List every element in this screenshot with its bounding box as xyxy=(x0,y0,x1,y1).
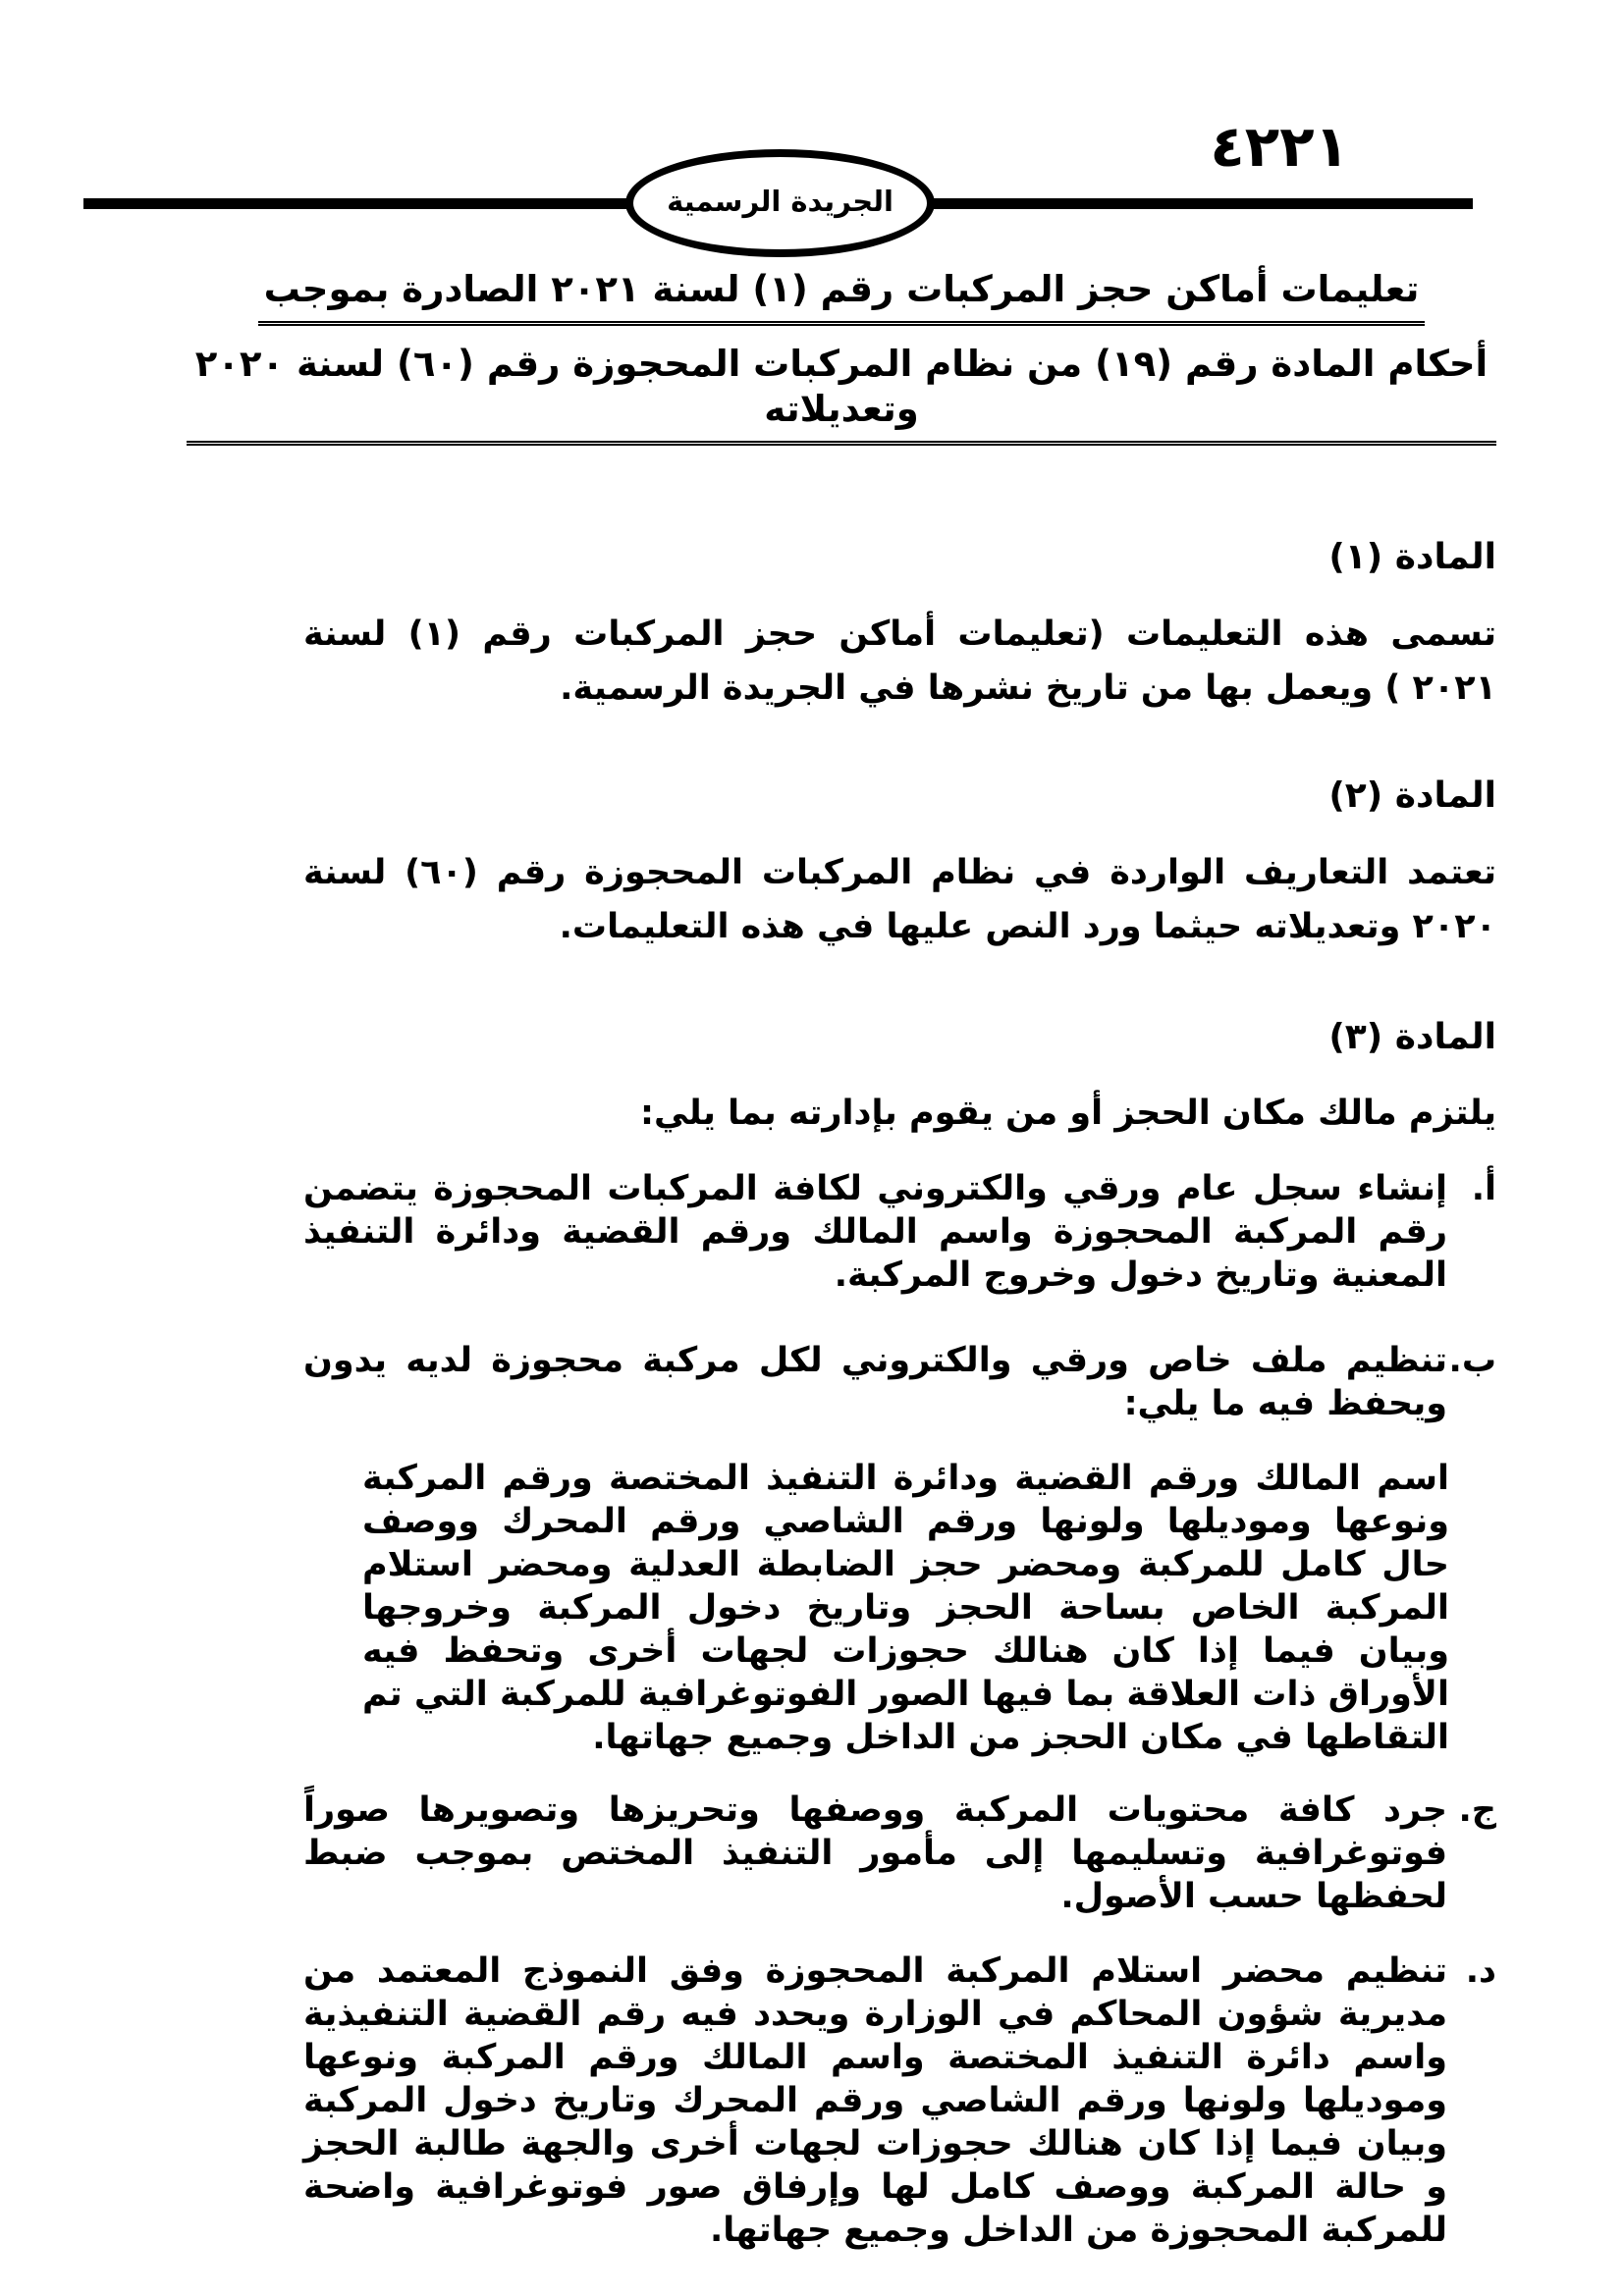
list-item-d xyxy=(303,1949,1496,2252)
list-item-b xyxy=(303,1339,1496,1425)
list-item-b-text: تنظيم ملف خاص ورقي والكتروني لكل مركبة محجوزة لديه يدون ويحفظ فيه ما يلي: xyxy=(303,1341,1447,1423)
list-item-b-subparagraph: اسم المالك ورقم القضية ودائرة التنفيذ المختصة ورقم المركبة ونوعها وموديلها ولونها ورقم الشاصي ورقم المحرك ووصف حال كامل للمركبة ومحضر حجز الضابطة العدلية ومحضر استلام المركبة الخاص بساحة الحجز وتاريخ دخول المركبة وخروجها وبيان فيما إذا كان هنالك حجوزات لجهات أخرى وتحفظ فيه الأوراق ذات العلاقة بما فيها الصور الفوتوغرافية للمركبة التي تم التقاطها في مكان الحجز من الداخل وجميع جهاتها. xyxy=(362,1459,1449,1757)
doc-title-line-2 xyxy=(187,342,1496,446)
list-item-c-text: جرد كافة محتويات المركبة ووصفها وتحريزها وتصويرها صوراً فوتوغرافية وتسليمها إلى مأمور التنفيذ المختص بموجب ضبط لحفظها حسب الأصول. xyxy=(303,1790,1447,1916)
article-2-body: تعتمد التعاريف الواردة في نظام المركبات المحجوزة رقم (٦٠) لسنة ٢٠٢٠ وتعديلاته حيثما ورد النص عليها في هذه التعليمات. xyxy=(303,853,1497,946)
article-2-heading: المادة (٢) xyxy=(1328,775,1496,816)
gazette-oval-seal xyxy=(625,149,935,257)
article-3 xyxy=(303,1016,1496,2252)
gazette-name: الجريدة الرسمية xyxy=(667,184,893,218)
list-item-d-marker: د. xyxy=(1465,1951,1496,1991)
list-item-a-text: إنشاء سجل عام ورقي والكتروني لكافة المركبات المحجوزة يتضمن رقم المركبة المحجوزة واسم المالك ورقم القضية ودائرة التنفيذ المعنية وتاريخ دخول وخروج المركبة. xyxy=(303,1169,1447,1295)
article-3-heading: المادة (٣) xyxy=(1328,1017,1496,1057)
article-1 xyxy=(303,536,1496,716)
list-item-d-text: تنظيم محضر استلام المركبة المحجوزة وفق النموذج المعتمد من مديرية شؤون المحاكم في الوزارة ويحدد فيه رقم القضية التنفيذية واسم دائرة التنفيذ المختصة واسم المالك ورقم المركبة ونوعها وموديلها ولونها ورقم الشاصي ورقم المحرك وتاريخ دخول المركبة وبيان فيما إذا كان هنالك حجوزات لجهات أخرى والجهة طالبة الحجز و حالة المركبة ووصف كامل لها وإرفاق صور فوتوغرافية واضحة للمركبة المحجوزة من الداخل وجميع جهاتها. xyxy=(303,1951,1447,2250)
article-1-body: تسمى هذه التعليمات (تعليمات أماكن حجز المركبات رقم (١) لسنة ٢٠٢١ ) ويعمل بها من تاريخ نشرها في الجريدة الرسمية. xyxy=(303,614,1496,708)
list-item-c-marker: ج. xyxy=(1458,1790,1496,1830)
doc-title-line-1 xyxy=(187,267,1496,326)
page-number: ٤٢٢١ xyxy=(1210,113,1349,180)
doc-title-line-1-text: تعليمات أماكن حجز المركبات رقم (١) لسنة ٢٠٢١ الصادرة بموجب xyxy=(258,267,1426,326)
list-item-a-marker: أ. xyxy=(1471,1169,1496,1208)
doc-title-line-2-text: أحكام المادة رقم (١٩) من نظام المركبات المحجوزة رقم (٦٠) لسنة ٢٠٢٠ وتعديلاته xyxy=(187,342,1496,446)
document-body xyxy=(303,536,1496,2252)
article-2 xyxy=(303,774,1496,954)
list-item-b-marker: ب. xyxy=(1448,1341,1496,1380)
list-item-a xyxy=(303,1167,1496,1297)
list-item-c xyxy=(303,1789,1496,1918)
article-3-intro: يلتزم مالك مكان الحجز أو من يقوم بإدارته بما يلي: xyxy=(640,1094,1496,1133)
article-1-heading: المادة (١) xyxy=(1328,537,1496,577)
